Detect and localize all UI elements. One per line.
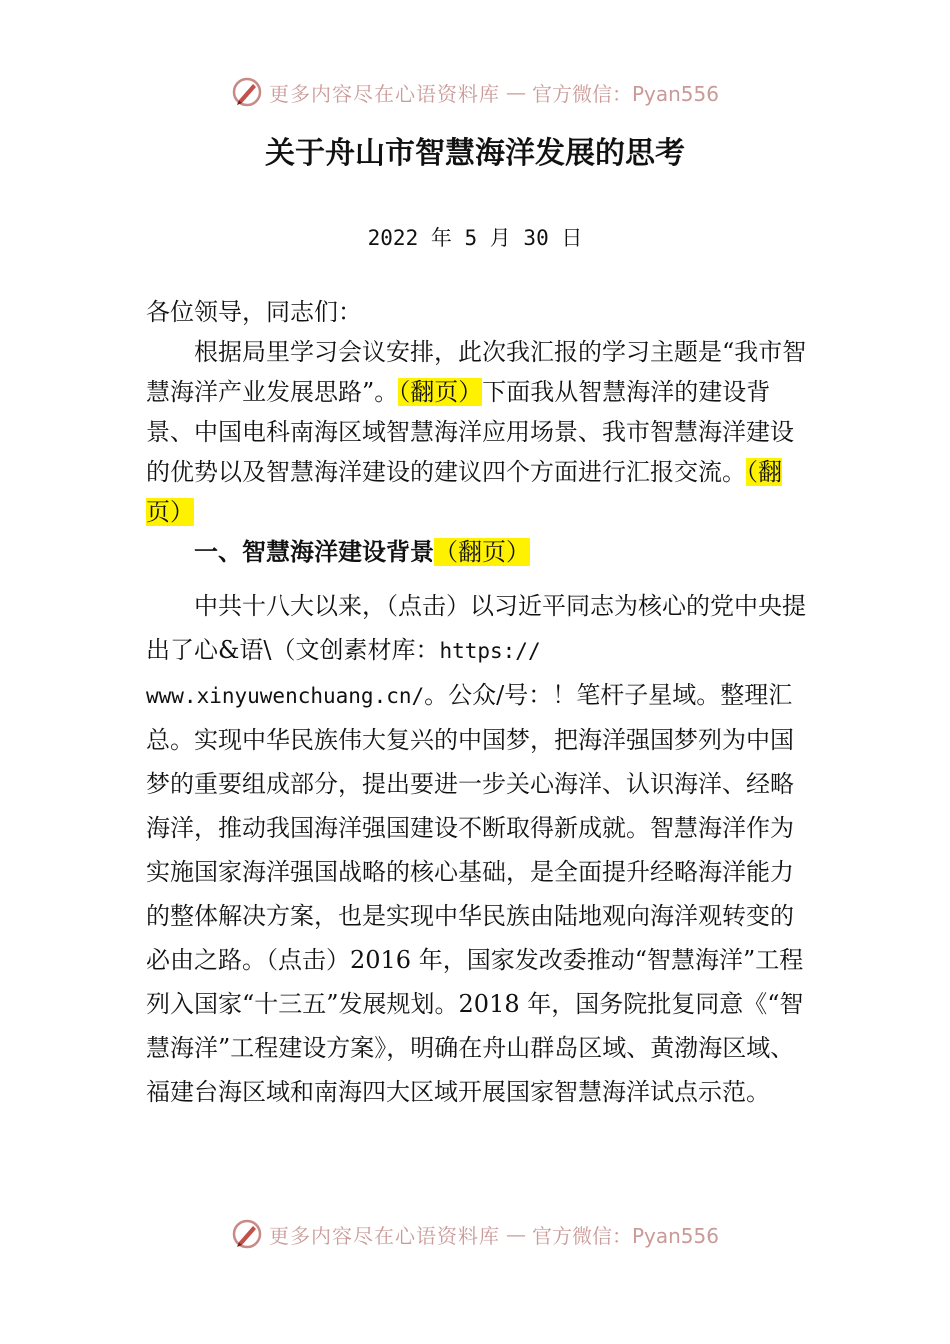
section-heading xyxy=(146,532,816,572)
flip-page-marker: （翻页） xyxy=(146,458,782,526)
flip-page-marker: （翻页） xyxy=(398,378,483,406)
section-heading-text: 一、智慧海洋建设背景 xyxy=(194,538,434,566)
document-date: 2022 年 5 月 30 日 xyxy=(367,226,583,250)
greeting: 各位领导，同志们： xyxy=(146,298,362,326)
watermark-footer xyxy=(0,1212,950,1256)
watermark-dash: — xyxy=(505,80,526,104)
body-paragraph xyxy=(146,584,816,1114)
body-text-2: 。公众/号：！笔杆子星域。整理汇总。实现中华民族伟大复兴的中国梦，把海洋强国梦列为中国梦的重要组成部分，提出要进一步关心海洋、认识海洋、经略海洋，推动我国海洋强国建设不断取得新成就。智慧海洋作为实施国家海洋强国战略的核心基础，是全面提升经略海洋能力的整体解决方案，也是实现中华民族由陆地观向海洋观转变的必由之路。（点击）2016 年，国家发改委推动“智慧海洋”工程列入国家“十三五”发展规划。2018 年，国务院批复同意《“智慧海洋”工程建设方案》，明确在舟山群岛区域、黄渤海区域、福建台海区域和南海四大区域开展国家智慧海洋试点示范。 xyxy=(146,681,804,1106)
url-part-2: www.xinyuwenchuang.cn/ xyxy=(146,684,425,708)
intro-section xyxy=(146,292,816,572)
intro-text-2: 下面我从智慧海洋的建设背景、中国电科南海区域智慧海洋应用场景、我市智慧海洋建设的优势以及智慧海洋建设的建议四个方面进行汇报交流。 xyxy=(146,378,794,486)
intro-paragraph xyxy=(146,332,816,532)
watermark-wechat: 官方微信：Pyan556 xyxy=(531,1223,719,1248)
document-title: 关于舟山市智慧海洋发展的思考 xyxy=(265,136,685,171)
watermark-dash: — xyxy=(505,1222,526,1246)
watermark-header xyxy=(0,70,950,114)
flip-page-marker: （翻页） xyxy=(434,538,530,566)
intro-text-1: 根据局里学习会议安排，此次我汇报的学习主题是“我市智慧海洋产业发展思路”。 xyxy=(146,338,807,406)
watermark-text: 更多内容尽在心语资料库 xyxy=(268,1223,500,1248)
pen-logo-icon xyxy=(231,76,263,108)
url-part-1: https:// xyxy=(439,639,541,663)
watermark-text: 更多内容尽在心语资料库 xyxy=(268,81,500,106)
body-text-1: 中共十八大以来，（点击）以习近平同志为核心的党中央提出了心&语\（文创素材库： xyxy=(146,592,806,664)
watermark-wechat: 官方微信：Pyan556 xyxy=(531,81,719,106)
pen-logo-icon xyxy=(231,1218,263,1250)
